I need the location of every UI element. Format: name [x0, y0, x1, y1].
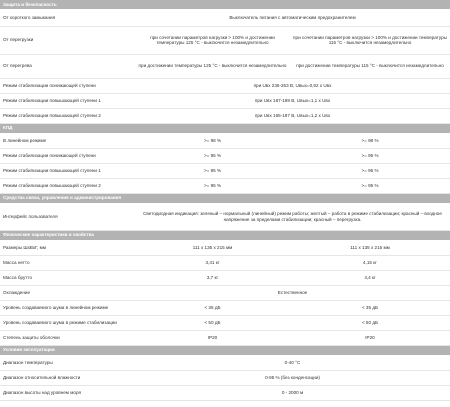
spec-value-model-2: при достижении температуры 115 °С - выключится незамедлительно: [290, 54, 450, 78]
spec-label: Масса брутто: [0, 270, 135, 285]
section-header: [0, 123, 450, 133]
spec-value-model-2: >= 95 %: [290, 178, 450, 193]
spec-value: Естественное: [135, 285, 450, 300]
spec-label: Режим стабилизации повышающей ступени 2: [0, 108, 135, 123]
spec-value-model-1: >= 95 %: [135, 148, 290, 163]
spec-row: [0, 300, 450, 315]
section-title: Средства связи, управления и администрирования: [0, 193, 450, 203]
spec-row: [0, 370, 450, 385]
spec-value-model-1: 111 х 135 х 215 мм: [135, 240, 290, 255]
spec-value: 0-40 °С: [135, 355, 450, 370]
spec-value-model-2: < 35 дБ: [290, 300, 450, 315]
spec-row: [0, 203, 450, 230]
spec-label: Размеры ШхВхГ, мм: [0, 240, 135, 255]
spec-label: Интерфейс пользователя: [0, 203, 135, 230]
spec-row: [0, 93, 450, 108]
spec-value-model-2: при сочетании параметров нагрузки > 100% и достижении температуры 115 °С - выключится незамедлительно: [290, 26, 450, 54]
spec-value-model-2: 4,4 кг: [290, 270, 450, 285]
section-header: [0, 0, 450, 9]
spec-value: при Uвх 187-198 В, Uвых=1,1 х Uвх: [135, 93, 450, 108]
spec-label: От перегрева: [0, 54, 135, 78]
spec-value-model-2: 4,15 кг: [290, 255, 450, 270]
spec-value: Выключатель питания с автоматическим предохранителем: [135, 9, 450, 26]
section-title: Физические характеристики и свойства: [0, 230, 450, 240]
spec-row: [0, 148, 450, 163]
spec-value: Светодиодная индикация: зеленый – нормальный (линейный) режим работы; желтый – работа в режиме стабилизации; красный – входное напряжение за пределами стабилизации; красный – перегрузка.: [135, 203, 450, 230]
spec-value-model-2: < 50 дБ: [290, 315, 450, 330]
section-header: [0, 230, 450, 240]
spec-row: [0, 78, 450, 93]
spec-row: [0, 26, 450, 54]
spec-row: [0, 315, 450, 330]
spec-row: [0, 133, 450, 148]
spec-row: [0, 163, 450, 178]
spec-label: Диапазон относительной влажности: [0, 370, 135, 385]
spec-label: Уровень создаваемого шума в линейном режиме: [0, 300, 135, 315]
spec-row: [0, 285, 450, 300]
spec-label: Диапазон высоты над уровнем моря: [0, 385, 135, 400]
spec-label: Режим стабилизации понижающей ступени: [0, 78, 135, 93]
spec-value-model-1: >= 95 %: [135, 163, 290, 178]
spec-row: [0, 108, 450, 123]
spec-value-model-1: < 50 дБ: [135, 315, 290, 330]
spec-row: [0, 178, 450, 193]
spec-row: [0, 270, 450, 285]
spec-label: Режим стабилизации понижающей ступени: [0, 148, 135, 163]
spec-value-model-1: 3,7 кг: [135, 270, 290, 285]
spec-value-model-1: при сочетании параметров нагрузки > 100% и достижении температуры 125 °С - выключится незамедлительно: [135, 26, 290, 54]
spec-label: В линейном режиме: [0, 133, 135, 148]
spec-row: [0, 240, 450, 255]
spec-label: Степень защиты оболочки: [0, 330, 135, 345]
spec-row: [0, 9, 450, 26]
spec-value-model-2: >= 98 %: [290, 133, 450, 148]
spec-value-model-1: >= 95 %: [135, 178, 290, 193]
spec-row: [0, 330, 450, 345]
spec-row: [0, 54, 450, 78]
spec-label: Охлаждение: [0, 285, 135, 300]
spec-label: Диапазон температуры: [0, 355, 135, 370]
spec-label: Режим стабилизации повышающей ступени 2: [0, 178, 135, 193]
spec-value: при Uвх 165-187 В, Uвых=1,2 х Uвх: [135, 108, 450, 123]
spec-value-model-2: 111 х 135 х 215 мм: [290, 240, 450, 255]
spec-value-model-2: >= 95 %: [290, 163, 450, 178]
spec-value-model-1: < 35 дБ: [135, 300, 290, 315]
spec-value: 0 - 2000 м: [135, 385, 450, 400]
spec-label: Режим стабилизации повышающей ступени 1: [0, 93, 135, 108]
spec-value-model-2: >= 95 %: [290, 148, 450, 163]
spec-row: [0, 385, 450, 400]
spec-row: [0, 255, 450, 270]
section-title: Условия эксплуатации: [0, 345, 450, 355]
spec-label: Масса нетто: [0, 255, 135, 270]
spec-label: Уровень создаваемого шума в режиме стабилизации: [0, 315, 135, 330]
section-title: КПД: [0, 123, 450, 133]
spec-row: [0, 355, 450, 370]
spec-label: От короткого замыкания: [0, 9, 135, 26]
spec-value-model-2: IP20: [290, 330, 450, 345]
spec-label: От перегрузки: [0, 26, 135, 54]
section-title: Защита и безопасность: [0, 0, 450, 9]
spec-value: 0-95 % (без конденсации): [135, 370, 450, 385]
section-header: [0, 193, 450, 203]
spec-label: Режим стабилизации повышающей ступени 1: [0, 163, 135, 178]
spec-value-model-1: >= 98 %: [135, 133, 290, 148]
spec-value-model-1: при достижении температуры 125 °С - выключится незамедлительно: [135, 54, 290, 78]
section-header: [0, 345, 450, 355]
spec-value: при Uвх 236-253 В, Uвых=0,92 х Uвх: [135, 78, 450, 93]
spec-value-model-1: 3,41 кг: [135, 255, 290, 270]
spec-value-model-1: IP20: [135, 330, 290, 345]
